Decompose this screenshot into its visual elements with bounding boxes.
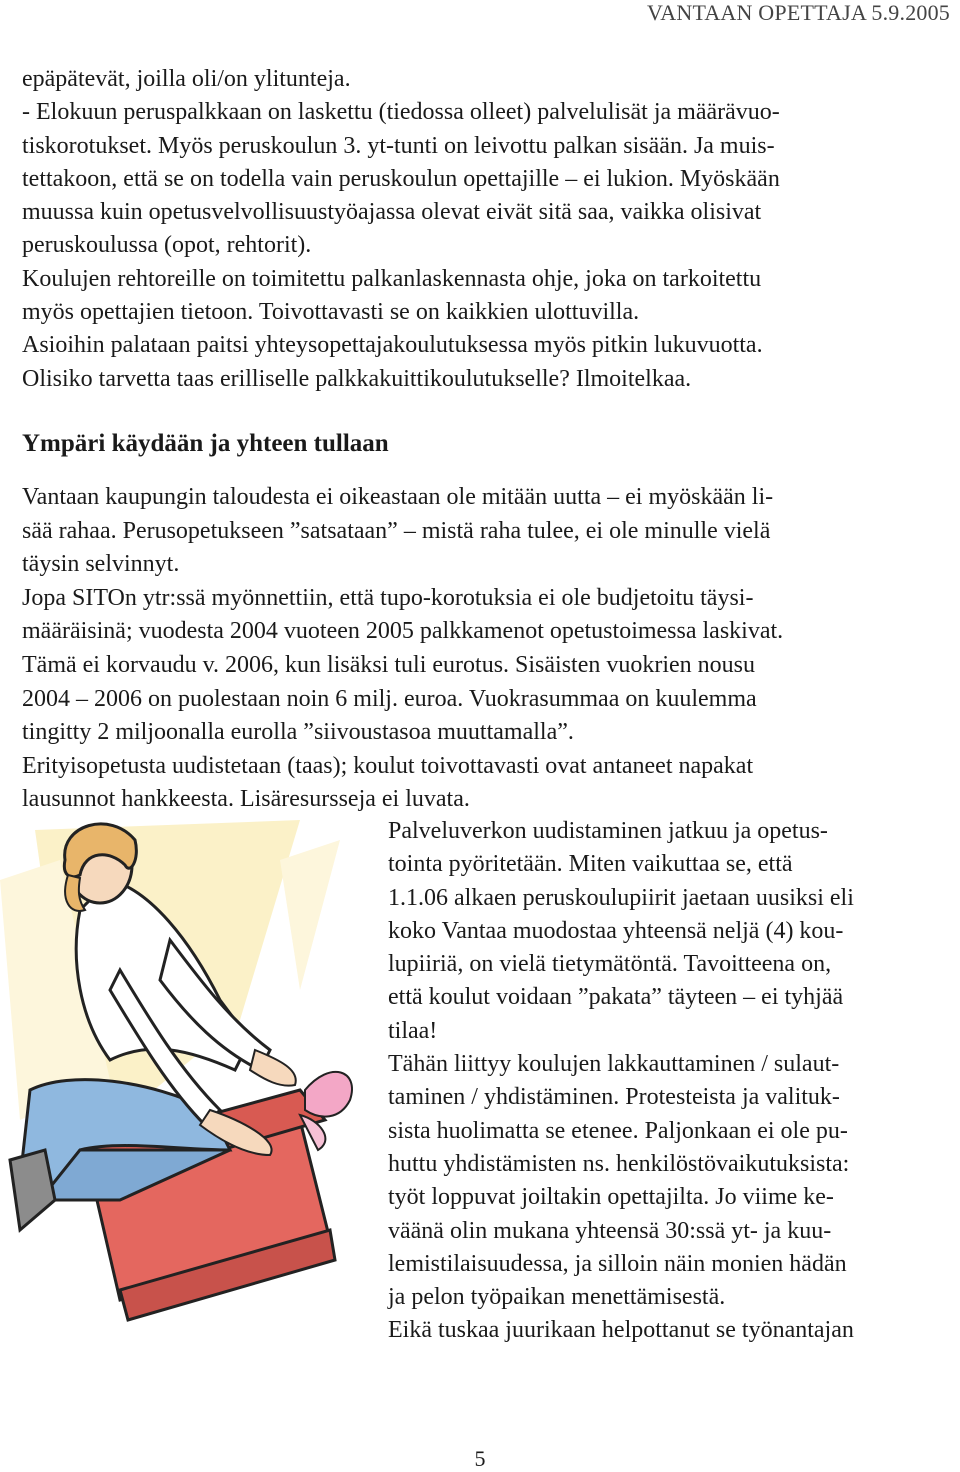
page-number: 5 [474, 1446, 486, 1471]
intro-text [22, 63, 952, 396]
text-line: Palveluverkon uudistaminen jatkuu ja opetus- [388, 818, 828, 844]
text-line: väänä olin mukana yhteensä 30:ssä yt- ja kuu- [388, 1217, 832, 1244]
text-line: Tämä ei korvaudu v. 2006, kun lisäksi tuli eurotus. Sisäisten vuokrien nousu [22, 651, 756, 678]
text-line: määräisinä; vuodesta 2004 vuoteen 2005 palkkamenot opetustoimessa laskivat. [22, 618, 784, 645]
text-line: tointa pyöritetään. Miten vaikuttaa se, että [388, 851, 793, 878]
text-line: sää rahaa. Perusopetukseen ”satsataan” – mistä raha tulee, ei ole minulle vielä [22, 517, 771, 544]
text-line: 2004 – 2006 on puolestaan noin 6 milj. euroa. Vuokrasummaa on kuulemma [22, 685, 757, 712]
text-line: Tähän liittyy koulujen lakkauttaminen / sulaut- [388, 1051, 840, 1078]
text-line: Vantaan kaupungin taloudesta ei oikeastaan ole mitään uutta – ei myöskään li- [22, 484, 774, 510]
text-line: Asioihin palataan paitsi yhteysopettajakoulutuksessa myös pitkin lukuvuotta. [22, 332, 763, 359]
text-line: että koulut voidaan ”pakata” täyteen – ei tyhjää [388, 984, 844, 1011]
text-line: peruskoulussa (opot, rehtorit). [22, 232, 312, 259]
text-line: 1.1.06 alkaen peruskoulupiirit jaetaan uusiksi eli [388, 884, 854, 911]
section-heading: Ympäri käydään ja yhteen tullaan [22, 430, 389, 457]
text-line: Koulujen rehtoreille on toimitettu palkanlaskennasta ohje, joka on tarkoitettu [22, 265, 762, 292]
page-header: VANTAAN OPETTAJA 5.9.2005 [647, 0, 950, 25]
body-text [22, 481, 952, 817]
text-line: taminen / yhdistäminen. Protesteista ja valituk- [388, 1084, 840, 1111]
text-line: Olisiko tarvetta taas erilliselle palkkakuittikoulutukselle? Ilmoitelkaa. [22, 365, 692, 392]
text-line: huttu yhdistämisten ns. henkilöstövaikutuksista: [388, 1150, 850, 1177]
text-line: - Elokuun peruspalkkaan on laskettu (tiedossa olleet) palvelulisät ja määrävuo- [22, 99, 780, 126]
text-line: lupiiriä, on vielä tietymätöntä. Tavoitteena on, [388, 951, 832, 978]
suitcase-packing-illustration [0, 820, 385, 1330]
text-line: myös opettajien tietoon. Toivottavasti se on kaikkien ulottuvilla. [22, 299, 640, 326]
text-line: epäpätevät, joilla oli/on ylituntеja. [22, 66, 351, 92]
text-line: ja pelon työpaikan menettämisestä. [388, 1284, 726, 1311]
text-line: lemistilaisuudessa, ja silloin näin monien hädän [388, 1250, 847, 1277]
text-line: lausunnot hankkeesta. Lisäresursseja ei luvata. [22, 786, 470, 813]
text-line: tingitty 2 miljoonalla eurolla ”siivoustasoa muuttamalla”. [22, 719, 574, 746]
text-line: Eikä tuskaa juurikaan helpottanut se työnantajan [388, 1317, 854, 1344]
text-line: tilaa! [388, 1017, 438, 1044]
text-line: muussa kuin opetusvelvollisuustyöajassa olevat eivät sitä saa, vaikka olisivat [22, 199, 762, 226]
text-line: Jopa SITOn ytr:ssä myönnettiin, että tupo-korotuksia ei ole budjetoitu täysi- [22, 584, 754, 611]
text-line: työt loppuvat joiltakin opettajilta. Jo viime ke- [388, 1184, 834, 1211]
text-line: sista huolimatta se etenee. Paljonkaan ei ole pu- [388, 1117, 848, 1144]
text-line: Erityisopetusta uudistetaan (taas); koulut toivottavasti ovat antaneet napakat [22, 752, 754, 779]
text-line: täysin selvinnyt. [22, 551, 180, 578]
text-line: koko Vantaa muodostaa yhteensä neljä (4) kou- [388, 917, 844, 944]
text-line: tettakoon, että se on todella vain peruskoulun opettajille – ei lukion. Myöskään [22, 165, 780, 192]
right-column-text [388, 815, 958, 1348]
text-line: tiskorotukset. Myös peruskoulun 3. yt-tunti on leivottu palkan sisään. Ja muis- [22, 132, 775, 159]
